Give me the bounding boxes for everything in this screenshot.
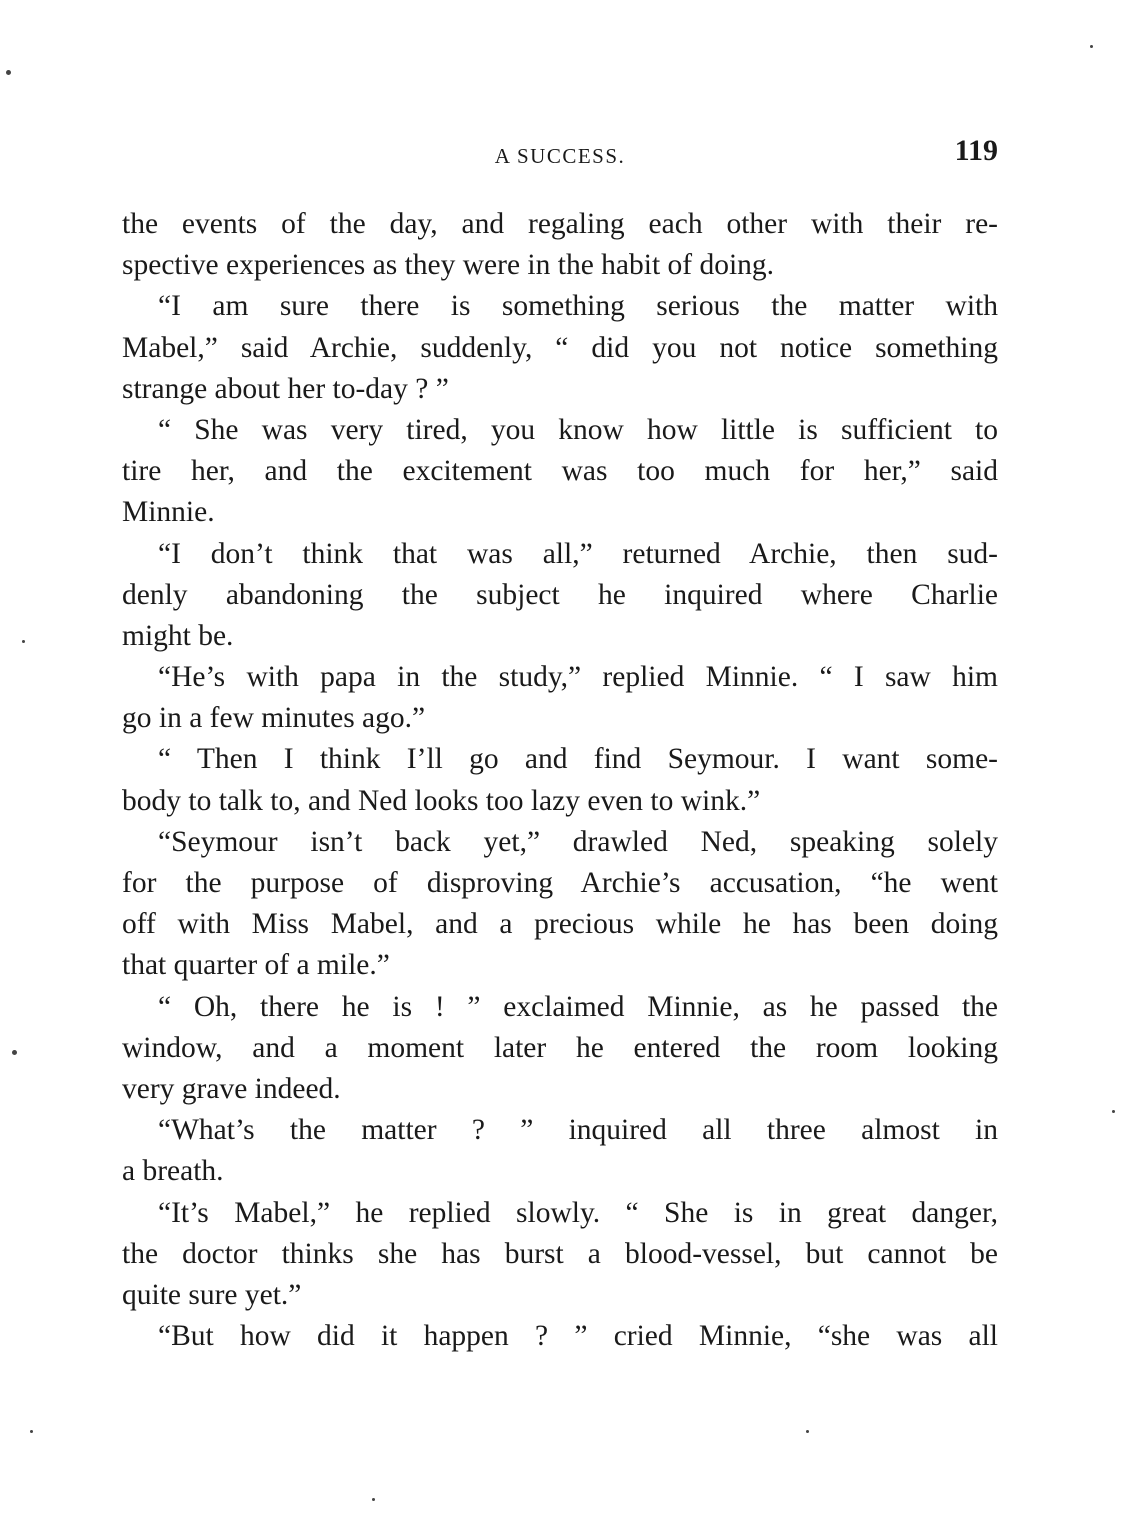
text-line: “Seymour isn’t back yet,” drawled Ned, speaking solely [158,825,998,858]
text-line: a breath. [122,1155,224,1188]
text-line: the events of the day, and regaling each other with their re- [122,208,998,240]
text-line: “It’s Mabel,” he replied slowly. “ She is in great danger, [158,1196,998,1229]
text-line: very grave indeed. [122,1072,341,1105]
text-line: “He’s with papa in the study,” replied Minnie. “ I saw him [158,661,998,694]
body-text [122,204,998,1357]
text-line: “ Then I think I’ll go and find Seymour. I want some- [158,743,998,776]
text-line: “ She was very tired, you know how little is sufficient to [158,413,998,446]
text-line: for the purpose of disproving Archie’s accusation, “he went [122,867,998,899]
text-line: “What’s the matter ? ” inquired all three almost in [158,1114,998,1147]
text-line: “I don’t think that was all,” returned Archie, then sud- [158,537,998,570]
text-line: “ Oh, there he is ! ” exclaimed Minnie, as he passed the [158,990,998,1023]
text-line: tire her, and the excitement was too much for her,” said [122,455,998,488]
text-line: window, and a moment later he entered the room looking [122,1031,998,1064]
text-line: Mabel,” said Archie, suddenly, “ did you not notice something [122,331,998,364]
text-line: strange about her to-day ? ” [122,372,449,405]
page-number: 119 [954,134,998,167]
text-line: body to talk to, and Ned looks too lazy even to wink.” [122,784,761,817]
text-line: off with Miss Mabel, and a precious while he has been doing [122,908,998,941]
text-line: that quarter of a mile.” [122,949,390,982]
text-line: Minnie. [122,496,215,529]
text-line: “But how did it happen ? ” cried Minnie, “she was all [158,1320,998,1353]
text-line: quite sure yet.” [122,1278,302,1311]
running-head [122,134,998,174]
text-line: the doctor thinks she has burst a blood-vessel, but cannot be [122,1237,998,1270]
text-line: denly abandoning the subject he inquired where Charlie [122,578,998,611]
running-head-title: A SUCCESS. [494,144,626,168]
text-line: spective experiences as they were in the habit of doing. [122,249,775,282]
text-line: might be. [122,619,234,652]
text-line: “I am sure there is something serious the matter with [158,290,998,323]
text-line: go in a few minutes ago.” [122,702,426,735]
